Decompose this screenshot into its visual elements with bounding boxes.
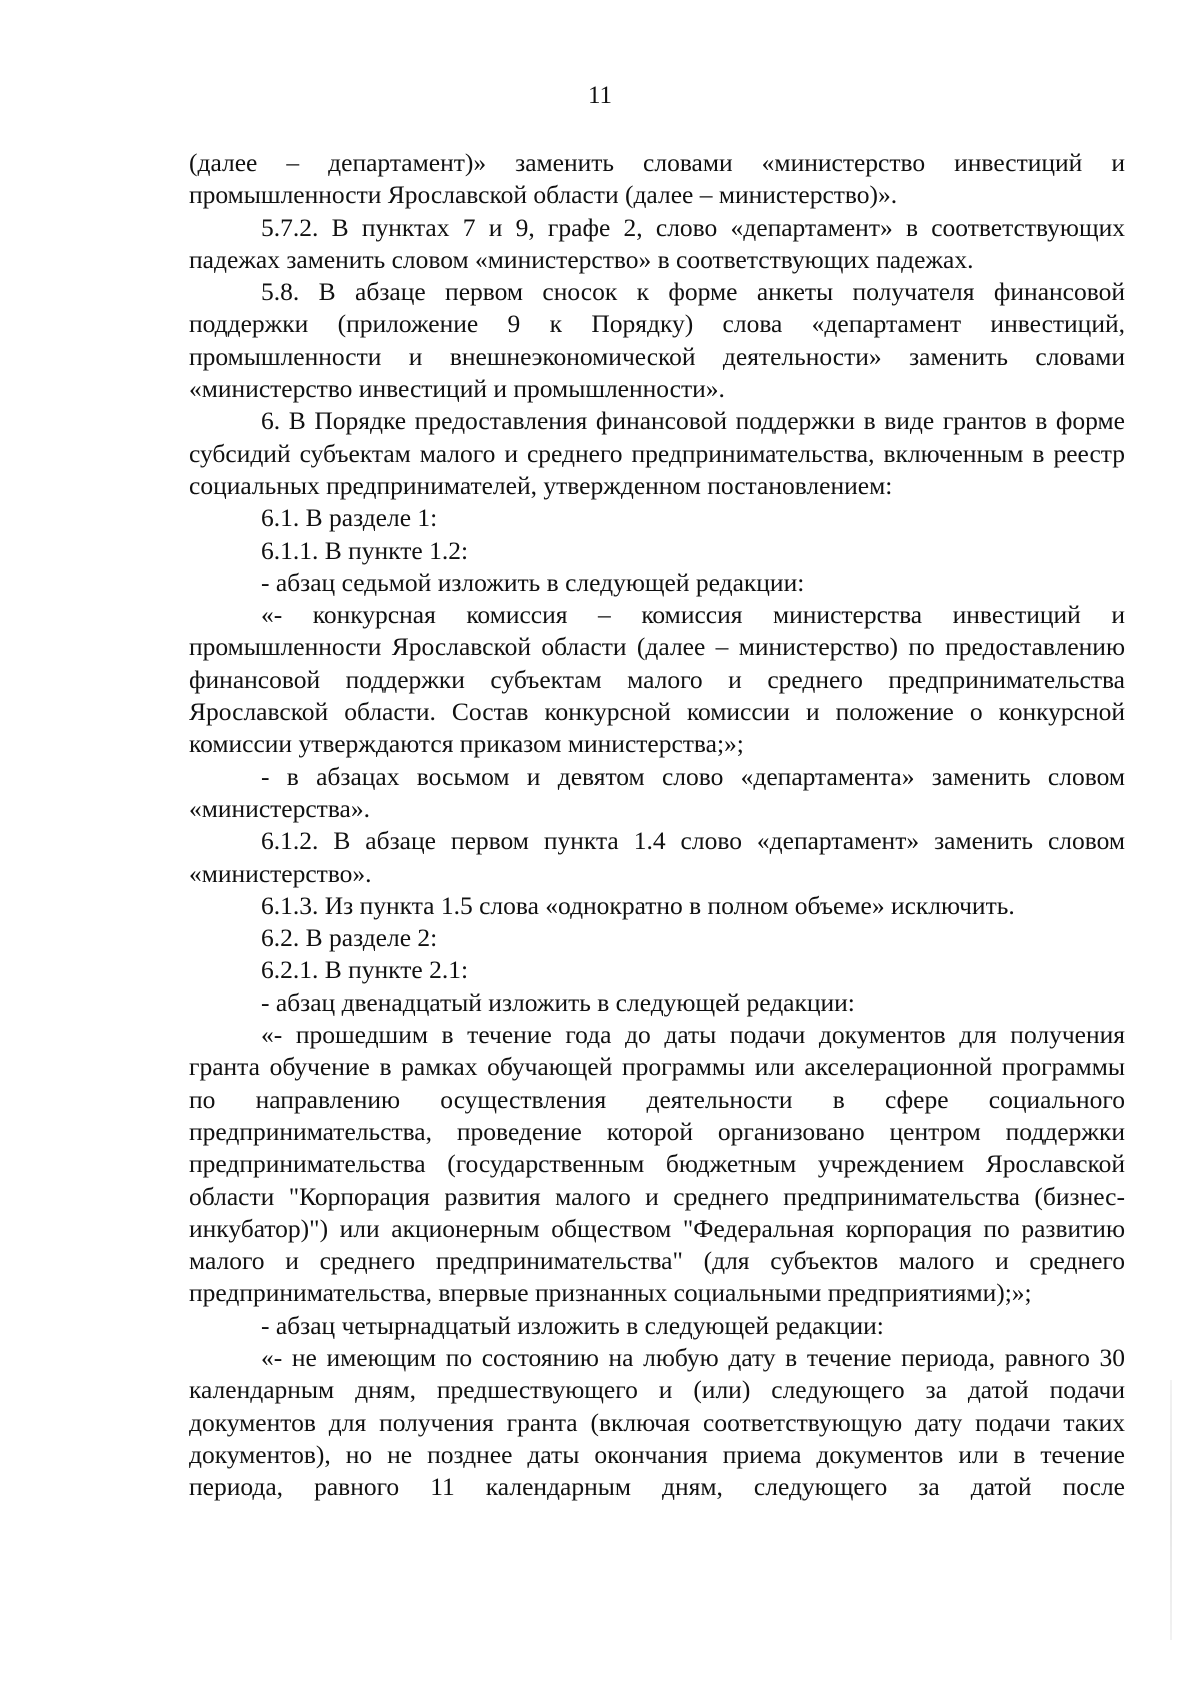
paragraph-6-2: 6.2. В разделе 2:: [261, 923, 438, 953]
paragraph-abzac-dvenadcatyy: - абзац двенадцатый изложить в следующей редакции:: [261, 987, 855, 1017]
paragraph-6-1-3: 6.1.3. Из пункта 1.5 слова «однократно в полном объеме» исключить.: [261, 890, 1015, 920]
paragraph-abzacy-vosmoy-devyatyy: - в абзацах восьмом и девятом слово «департамента» заменить словом «министерства».: [189, 761, 1125, 823]
paragraph-ne-imeyushchim: «- не имеющим по состоянию на любую дату в течение периода, равного 30 календарным дням, предшествующего и (или) следующего за датой подачи документов для получения гранта (включая соответствующую дату подачи таких документов), но не позднее даты окончания приема документов или в течение периода, равного 11 календарным дням, следующего за датой после: [189, 1342, 1125, 1502]
paragraph-6-1: 6.1. В разделе 1:: [261, 503, 438, 533]
paragraph-6-1-1: 6.1.1. В пункте 1.2:: [261, 535, 469, 565]
paragraph-5-8: 5.8. В абзаце первом сносок к форме анкеты получателя финансовой поддержки (приложение 9 к Порядку) слова «департамент инвестиций, промышленности и внешнеэкономической деятельности» заменить словами «министерство инвестиций и промышленности».: [189, 277, 1125, 404]
page-number: 11: [587, 82, 613, 109]
paragraph-proshedshim-obuchenie: «- прошедшим в течение года до даты подачи документов для получения гранта обучение в рамках обучающей программы или акселерационной программы по направлению осуществления деятельности в сфере социального предпринимательства, проведение которой организовано центром поддержки предпринимательства (государственным бюджетным учреждением Ярославской области "Корпорация развития малого и среднего предпринимательства (бизнес-инкубатор)") или акционерным обществом "Федеральная корпорация по развитию малого и среднего предпринимательства" (для субъектов малого и среднего предпринимательства, впервые признанных социальными предприятиями);»;: [189, 1020, 1125, 1308]
paragraph-continuation: (далее – департамент)» заменить словами «министерство инвестиций и промышленности Ярославской области (далее – министерство)».: [189, 148, 1125, 210]
paragraph-6-1-2: 6.1.2. В абзаце первом пункта 1.4 слово «департамент» заменить словом «министерство».: [189, 826, 1125, 888]
document-body: [189, 147, 1125, 1503]
paragraph-abzac-chetyrnadcatyy: - абзац четырнадцатый изложить в следующей редакции:: [261, 1310, 884, 1340]
paragraph-6-2-1: 6.2.1. В пункте 2.1:: [261, 955, 469, 985]
paragraph-konkursnaya-komissiya: «- конкурсная комиссия – комиссия министерства инвестиций и промышленности Ярославской области (далее – министерство) по предоставлению финансовой поддержки субъектам малого и среднего предпринимательства Ярославской области. Состав конкурсной комиссии и положение о конкурсной комиссии утверждаются приказом министерства;»;: [189, 600, 1125, 759]
paragraph-abzac-sedmoy: - абзац седьмой изложить в следующей редакции:: [261, 567, 805, 597]
paragraph-6: 6. В Порядке предоставления финансовой поддержки в виде грантов в форме субсидий субъектам малого и среднего предпринимательства, включенным в реестр социальных предпринимателей, утвержденном постановлением:: [189, 406, 1125, 500]
scan-edge-mark: [1170, 1380, 1172, 1640]
paragraph-5-7-2: 5.7.2. В пунктах 7 и 9, графе 2, слово «департамент» в соответствующих падежах заменить словом «министерство» в соответствующих падежах.: [189, 212, 1125, 274]
